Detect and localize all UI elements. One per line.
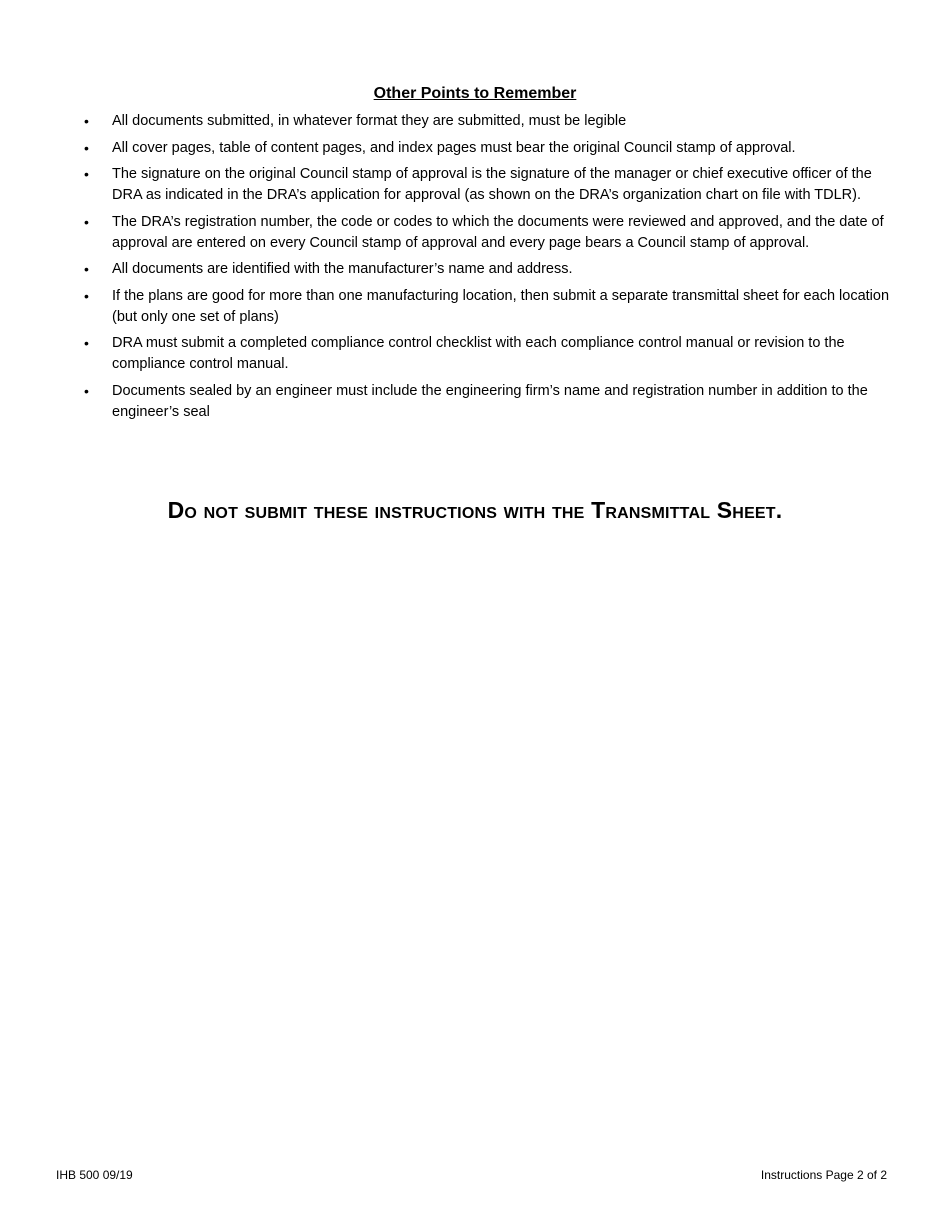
- list-item: [84, 286, 904, 328]
- bullet-icon: •: [84, 213, 89, 230]
- list-item: [84, 381, 904, 423]
- form-id: IHB 500 09/19: [56, 1168, 133, 1182]
- bullet-icon: •: [84, 113, 89, 129]
- warning-notice: Do not submit these instructions with the Transmittal Sheet.: [167, 497, 783, 523]
- bullet-icon: •: [84, 139, 89, 156]
- point-text: All documents are identified with the manufacturer’s name and address.: [112, 261, 573, 277]
- page-title: Other Points to Remember: [373, 85, 577, 102]
- list-item: [84, 212, 904, 254]
- point-text: If the plans are good for more than one manufacturing location, then submit a separate transmittal sheet for each location (but only one set of plans): [112, 287, 890, 325]
- bullet-icon: •: [84, 166, 89, 182]
- list-item: [84, 111, 904, 132]
- point-text: DRA must submit a completed compliance control checklist with each compliance control manual or revision to the compliance control manual.: [112, 335, 845, 372]
- point-text: The signature on the original Council stamp of approval is the signature of the manager or chief executive officer of the DRA as indicated in the DRA’s application for approval (as shown on the DRA’s organization chart on file with TDLR).: [112, 166, 872, 203]
- point-text: All cover pages, table of content pages, and index pages must bear the original Council stamp of approval.: [112, 139, 796, 156]
- list-item: [84, 259, 904, 280]
- point-text: The DRA’s registration number, the code or codes to which the documents were reviewed and approved, and the date of approval are entered on every Council stamp of approval and every page bears a Council stamp of approval.: [112, 213, 884, 251]
- bullet-icon: •: [84, 261, 89, 277]
- list-item: [84, 138, 904, 159]
- points-list: [84, 111, 904, 428]
- bullet-icon: •: [84, 335, 89, 351]
- list-item: [84, 164, 904, 206]
- point-text: Documents sealed by an engineer must include the engineering firm’s name and registration number in addition to the engineer’s seal: [112, 382, 868, 420]
- bullet-icon: •: [84, 382, 89, 399]
- bullet-icon: •: [84, 287, 89, 304]
- point-text: All documents submitted, in whatever format they are submitted, must be legible: [112, 113, 627, 129]
- list-item: [84, 333, 904, 375]
- page-number: Instructions Page 2 of 2: [760, 1168, 887, 1182]
